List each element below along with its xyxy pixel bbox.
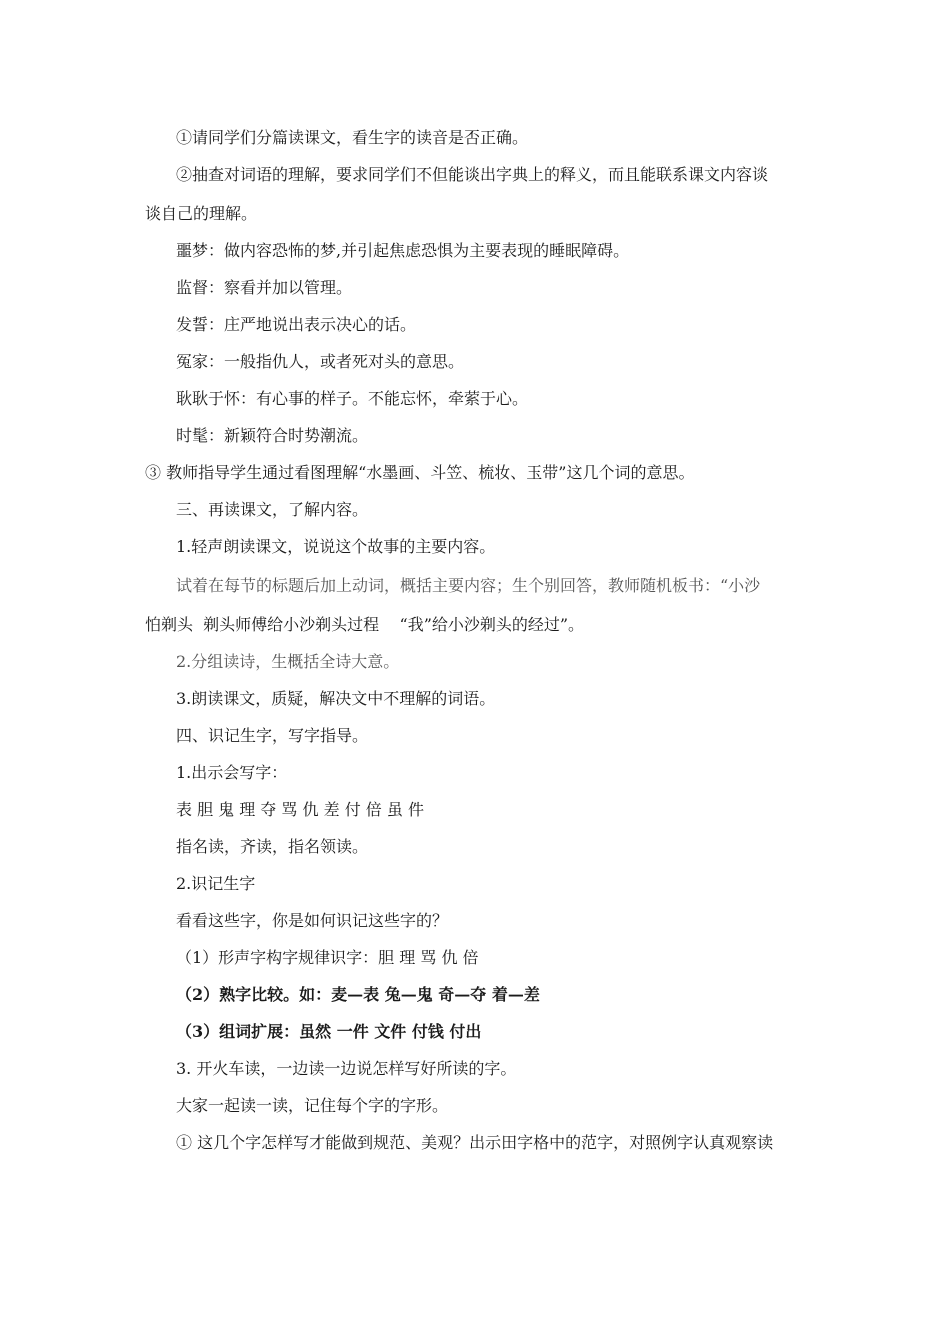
paragraph-summary-1: 试着在每节的标题后加上动词，概括主要内容；生个别回答，教师随机板书：“小沙 bbox=[176, 576, 761, 595]
step-read-question: 3.朗读课文，质疑，解决文中不理解的词语。 bbox=[176, 689, 496, 708]
paragraph-summary-2: 怕剃头 剃头师傅给小沙剃头过程 “我”给小沙剃头的经过”。 bbox=[145, 615, 585, 634]
section-heading-reread: 三、再读课文，了解内容。 bbox=[176, 500, 369, 519]
character-list: 表 胆 鬼 理 夺 骂 仇 差 付 倍 虽 件 bbox=[176, 800, 424, 819]
paragraph-picture-guide: ③ 教师指导学生通过看图理解“水墨画、斗笠、梳妆、玉带”这几个词的意思。 bbox=[145, 463, 695, 482]
step-writing-guide: ① 这几个字怎样写才能做到规范、美观？出示田字格中的范字，对照例字认真观察读 bbox=[176, 1133, 774, 1152]
definition-fashion: 时髦：新颖符合时势潮流。 bbox=[176, 426, 369, 445]
section-heading-characters: 四、识记生字，写字指导。 bbox=[176, 726, 369, 745]
method-compare: （2）熟字比较。如：麦—表 兔—鬼 奇—夺 着—差 bbox=[176, 985, 540, 1004]
step-group-read: 2.分组读诗，生概括全诗大意。 bbox=[176, 652, 400, 671]
step-read-quietly: 1.轻声朗读课文，说说这个故事的主要内容。 bbox=[176, 537, 496, 556]
paragraph-read-aloud: ①请同学们分篇读课文，看生字的读音是否正确。 bbox=[176, 128, 529, 147]
question-memorize: 看看这些字，你是如何识记这些字的？ bbox=[176, 911, 449, 930]
definition-supervise: 监督：察看并加以管理。 bbox=[176, 278, 353, 297]
definition-nightmare: 噩梦：做内容恐怖的梦,并引起焦虑恐惧为主要表现的睡眠障碍。 bbox=[176, 241, 630, 260]
paragraph-word-check-1: ②抽查对词语的理解，要求同学们不但能谈出字典上的释义，而且能联系课文内容谈 bbox=[176, 165, 769, 184]
definition-enemy: 冤家：一般指仇人，或者死对头的意思。 bbox=[176, 352, 465, 371]
step-show-characters: 1.出示会写字： bbox=[176, 763, 288, 782]
definition-swear: 发誓：庄严地说出表示决心的话。 bbox=[176, 315, 417, 334]
step-train-reading: 3. 开火车读，一边读一边说怎样写好所读的字。 bbox=[176, 1059, 517, 1078]
step-read-together: 大家一起读一读，记住每个字的字形。 bbox=[176, 1096, 449, 1115]
method-phonetic: （1）形声字构字规律识字：胆 理 骂 仇 倍 bbox=[176, 948, 479, 967]
step-named-reading: 指名读，齐读，指名领读。 bbox=[176, 837, 369, 856]
step-memorize: 2.识记生字 bbox=[176, 874, 256, 893]
paragraph-word-check-2: 谈自己的理解。 bbox=[145, 204, 258, 223]
definition-brood: 耿耿于怀：有心事的样子。不能忘怀，牵萦于心。 bbox=[176, 389, 529, 408]
method-expand: （3）组词扩展：虽然 一件 文件 付钱 付出 bbox=[176, 1022, 482, 1041]
